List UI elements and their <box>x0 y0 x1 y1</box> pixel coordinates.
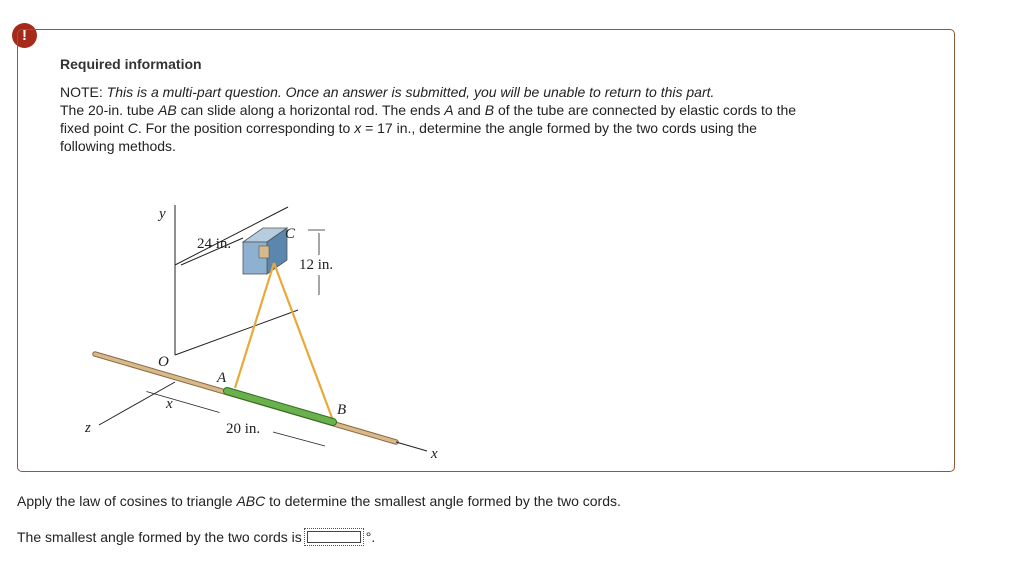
text-span: fixed point <box>60 120 128 136</box>
dimension-label-20in: 20 in. <box>226 421 261 437</box>
text-span: Apply the law of cosines to triangle <box>17 493 237 509</box>
text-span: of the tube are connected by elastic cords to the <box>494 102 797 118</box>
text-span: The 20-in. tube <box>60 102 159 118</box>
problem-line-2 <box>60 119 920 137</box>
problem-line-3: following methods. <box>60 138 176 154</box>
problem-figure <box>63 170 443 470</box>
note-prefix: NOTE: <box>60 84 107 100</box>
text-span: can slide along a horizontal rod. The ends <box>176 102 445 118</box>
problem-line-1 <box>60 101 920 119</box>
text-span: . For the position corresponding to <box>137 120 355 136</box>
var-x: x <box>354 120 362 136</box>
alert-icon: ! <box>12 23 37 48</box>
x-axis-label: x <box>431 446 438 462</box>
var-c: C <box>127 120 138 136</box>
var-abc: ABC <box>236 493 266 509</box>
answer-row <box>17 528 375 546</box>
point-a-label: A <box>217 370 227 386</box>
anchor-block <box>243 228 287 274</box>
point-b-label: B <box>337 402 347 418</box>
guide-line <box>175 310 298 355</box>
y-axis-label: y <box>159 206 166 222</box>
point-c-label: C <box>285 226 296 242</box>
note-body: This is a multi-part question. Once an answer is submitted, you will be unable to return to this part. <box>106 84 715 100</box>
answer-unit: °. <box>365 529 376 545</box>
text-span: to determine the smallest angle formed by the two cords. <box>265 493 621 509</box>
panel-title: Required information <box>60 56 202 72</box>
required-information-panel <box>17 29 955 472</box>
tube-ab-fill <box>227 391 333 422</box>
dimension-label-24in: 24 in. <box>197 236 232 252</box>
dimension-line-20 <box>273 432 325 446</box>
var-a: A <box>444 102 454 118</box>
text-span: = 17 in., determine the angle formed by the two cords using the <box>361 120 757 136</box>
note-line <box>60 83 920 101</box>
x-dimension-line <box>146 392 219 413</box>
var-ab: AB <box>158 102 177 118</box>
text-span: and <box>453 102 485 118</box>
z-axis-label: z <box>85 420 91 436</box>
cord-ac <box>235 263 274 388</box>
z-axis-line <box>99 382 175 425</box>
question-prompt <box>17 493 621 509</box>
answer-input[interactable] <box>304 528 364 546</box>
problem-statement <box>60 83 920 155</box>
var-b: B <box>484 102 495 118</box>
dimension-label-12in: 12 in. <box>299 257 334 273</box>
cord-bc <box>274 263 334 423</box>
origin-label: O <box>158 354 169 370</box>
answer-label: The smallest angle formed by the two cords is <box>17 529 302 545</box>
x-dimension-label: x <box>166 396 173 412</box>
x-axis-line <box>396 442 427 451</box>
